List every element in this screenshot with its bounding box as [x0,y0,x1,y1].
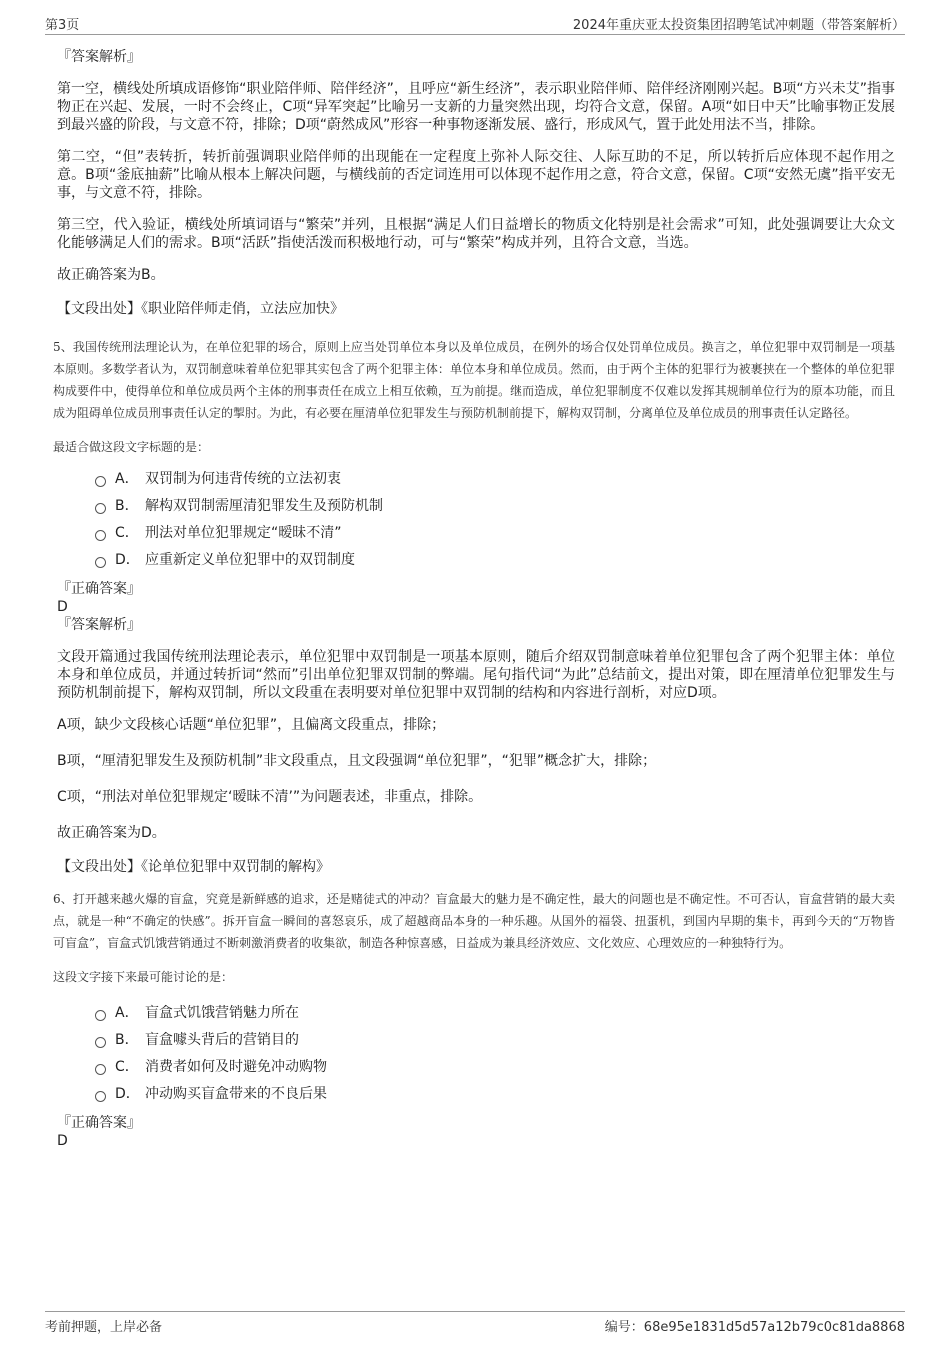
page-footer [45,1311,905,1334]
radio-icon[interactable] [95,557,106,568]
radio-icon[interactable] [95,503,106,514]
q4-analysis-label: 『答案解析』 [57,49,141,65]
radio-icon[interactable] [95,1037,106,1048]
footer-slogan: 考前押题，上岸必备 [45,1320,163,1335]
q5-passage: 5、我国传统刑法理论认为，在单位犯罪的场合，原则上应当处罚单位本身以及单位成员，在例外的场合仅处罚单位成员。换言之，单位犯罪中双罚制是一项基本原则。多数学者认为，双罚制意味着单位犯罪其实包含了两个犯罪主体：单位本身和单位成员。然而，由于两个主体的犯罪行为被裹挟在一个整体的单位犯罪构成要件中，使得单位和单位成员两个主体的刑事责任在成立上相互依赖，互为前提。继而造成，单位犯罪制度不仅难以发挥其规制单位行为的原本功能，而且成为阻碍单位成员刑事责任认定的掣肘。为此，有必要在厘清单位犯罪发生与预防机制前提下，解构双罚制，分离单位及单位成员的刑事责任认定路径。 [53,340,895,420]
q5-option-b[interactable]: B． 解构双罚制需厘清犯罪发生及预防机制 [95,493,895,520]
q4-analysis-para-3: 第三空，代入验证，横线处所填词语与“繁荣”并列，且根据“满足人们日益增长的物质文化特别是社会需求”可知，此处强调要让大众文化能够满足人们的需求。B项“活跃”指使活泼而积极地行动，可与“繁荣”构成并列，且符合文意，当选。 [57,217,895,251]
q5-analysis-para-1: 文段开篇通过我国传统刑法理论表示，单位犯罪中双罚制是一项基本原则，随后介绍双罚制意味着单位犯罪包含了两个犯罪主体：单位本身和单位成员，并通过转折词“然而”引出单位犯罪双罚制的弊端。尾句指代词“为此”总结前文，提出对策，即在厘清单位犯罪发生与预防机制前提下，解构双罚制，所以文段重在表明要对单位犯罪中双罚制的结构和内容进行剖析，对应D项。 [57,649,895,701]
radio-icon[interactable] [95,1010,106,1021]
q6-answer: D [57,1133,68,1149]
radio-icon[interactable] [95,1064,106,1075]
q6-option-d[interactable]: D． 冲动购买盲盒带来的不良后果 [95,1081,895,1108]
q5-source: 【文段出处】《论单位犯罪中双罚制的解构》 [57,859,330,875]
q4-analysis-para-1: 第一空，横线处所填成语修饰“职业陪伴师、陪伴经济”，且呼应“新生经济”，表示职业陪伴师、陪伴经济刚刚兴起。B项“方兴未艾”指事物正在兴起、发展，一时不会终止，C项“异军突起”比喻另一支新的力量突然出现，均符合文意，保留。A项“如日中天”比喻事物正发展到最兴盛的阶段，与文意不符，排除；D项“蔚然成风”形容一种事物逐渐发展、盛行，形成风气，置于此处用法不当，排除。 [57,81,895,133]
q6-passage: 6、打开越来越火爆的盲盒，究竟是新鲜感的追求，还是赌徒式的冲动？盲盒最大的魅力是不确定性，最大的问题也是不确定性。不可否认，盲盒营销的最大卖点，就是一种“不确定的快感”。拆开盲盒一瞬间的喜怒哀乐，成了超越商品本身的一种乐趣。从国外的福袋、扭蛋机，到国内早期的集卡，再到今天的“万物皆可盲盒”，盲盒式饥饿营销通过不断刺激消费者的收集欲，制造各种惊喜感，日益成为兼具经济效应、文化效应、心理效应的一种独特行为。 [53,892,895,950]
q5-answer: D [57,599,68,615]
q4-analysis-para-2: 第二空，“但”表转折，转折前强调职业陪伴师的出现能在一定程度上弥补人际交往、人际互助的不足，所以转折后应体现不起作用之意。B项“釜底抽薪”比喻从根本上解决问题，与横线前的否定词连用可以体现不起作用之意，符合文意，保留。C项“安然无虞”指平安无事，与文意不符，排除。 [57,149,895,201]
q4-source: 【文段出处】《职业陪伴师走俏，立法应加快》 [57,301,344,317]
radio-icon[interactable] [95,1091,106,1102]
radio-icon[interactable] [95,530,106,541]
radio-icon[interactable] [95,476,106,487]
q5-options [95,466,895,574]
q5-question: 最适合做这段文字标题的是： [53,440,210,454]
page-content [53,48,895,1150]
q5-option-d[interactable]: D． 应重新定义单位犯罪中的双罚制度 [95,547,895,574]
q6-options [95,1000,895,1108]
page-header [45,14,905,35]
q6-option-c[interactable]: C． 消费者如何及时避免冲动购物 [95,1054,895,1081]
page-number: 第3页 [45,18,80,33]
q5-option-c[interactable]: C． 刑法对单位犯罪规定“暧昧不清” [95,520,895,547]
q5-conclusion: 故正确答案为D。 [57,825,166,841]
q6-answer-label: 『正确答案』 [57,1115,141,1131]
q6-option-a[interactable]: A． 盲盒式饥饿营销魅力所在 [95,1000,895,1027]
q5-analysis-para-3: B项，“厘清犯罪发生及预防机制”非文段重点，且文段强调“单位犯罪”，“犯罪”概念扩大，排除； [57,753,657,769]
q5-analysis-para-4: C项，“刑法对单位犯罪规定‘暧昧不清’”为问题表述，非重点，排除。 [57,789,483,805]
q4-conclusion: 故正确答案为B。 [57,267,165,283]
q6-question: 这段文字接下来最可能讨论的是： [53,970,234,984]
q5-answer-label: 『正确答案』 [57,581,141,597]
q5-analysis-label: 『答案解析』 [57,617,141,633]
q5-option-a[interactable]: A． 双罚制为何违背传统的立法初衷 [95,466,895,493]
document-id: 编号：68e95e1831d5d57a12b79c0c81da8868 [604,1320,905,1335]
document-title: 2024年重庆亚太投资集团招聘笔试冲刺题（带答案解析） [572,18,905,33]
q5-analysis-para-2: A项，缺少文段核心话题“单位犯罪”，且偏离文段重点，排除； [57,717,446,733]
q6-option-b[interactable]: B． 盲盒噱头背后的营销目的 [95,1027,895,1054]
